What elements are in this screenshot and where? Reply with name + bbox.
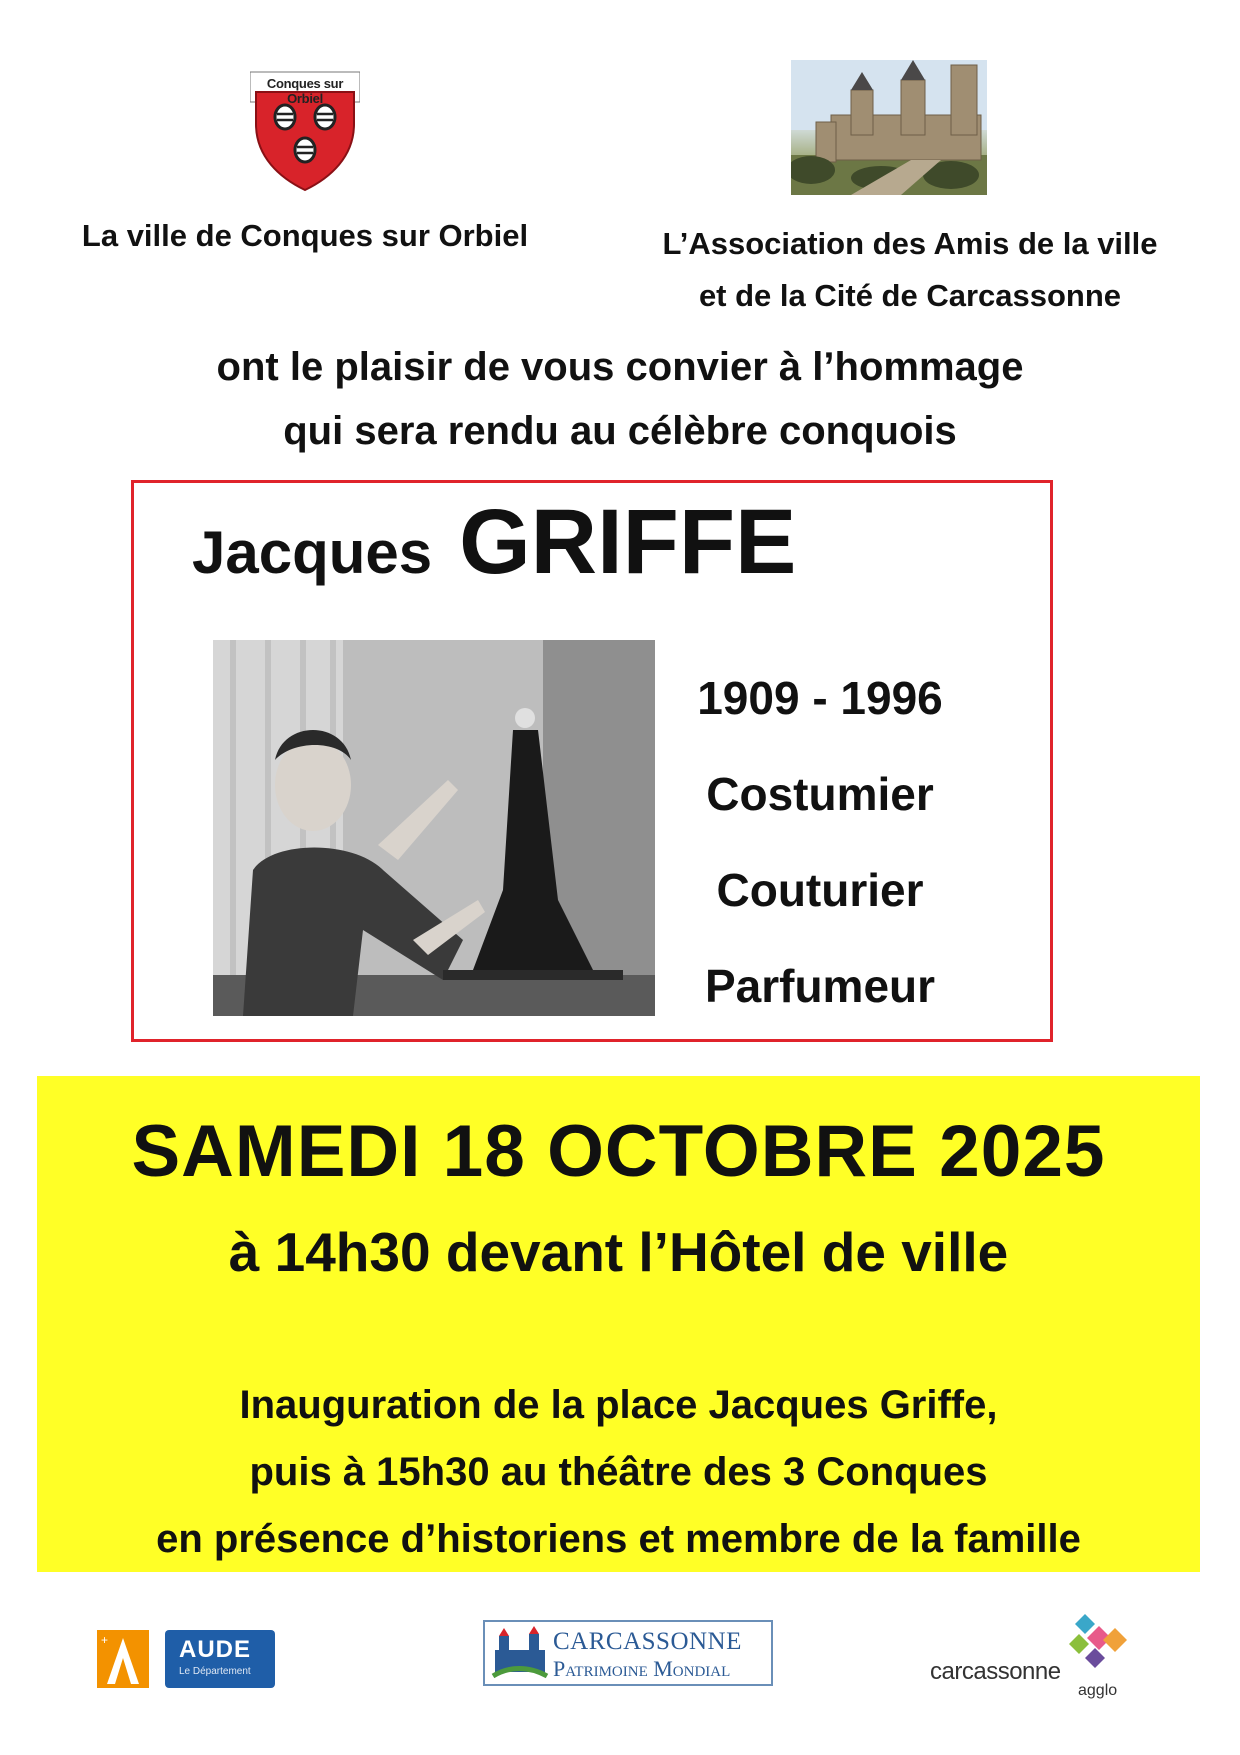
intro-line: qui sera rendu au célèbre conquois (283, 409, 957, 453)
carcassonne-subtitle: Patrimoine Mondial (553, 1656, 731, 1681)
carcassonne-patrimoine-logo (483, 1620, 773, 1686)
association-line: L’Association des Amis de la ville (662, 226, 1158, 261)
intro-text (0, 335, 1240, 463)
cite-silhouette-icon (489, 1626, 551, 1682)
honoree-role: Parfumeur (704, 960, 936, 1012)
cite-carcassonne-photo (791, 60, 987, 195)
carcassonne-agglo-logo (930, 1612, 1140, 1702)
honoree-name (192, 490, 796, 595)
honoree-role: Couturier (716, 864, 924, 916)
aude-logo (97, 1626, 277, 1690)
event-detail-line: en présence d’historiens et membre de la famille (156, 1517, 1081, 1561)
agglo-name: carcassonne (930, 1658, 1061, 1685)
aude-name: AUDE (179, 1636, 252, 1663)
conques-logo (250, 62, 360, 192)
honoree-bio (640, 660, 1000, 1044)
association-label (610, 218, 1210, 322)
honoree-first-name: Jacques (192, 519, 433, 586)
honoree-last-name: GRIFFE (459, 491, 797, 593)
honoree-role: Costumier (706, 768, 934, 820)
aude-subtitle: Le Département (179, 1666, 251, 1677)
event-time-place: à 14h30 devant l’Hôtel de ville (228, 1221, 1009, 1283)
event-detail-line: Inauguration de la place Jacques Griffe, (239, 1383, 998, 1427)
honoree-years: 1909 - 1996 (697, 672, 943, 724)
aude-mark-icon (97, 1630, 149, 1688)
agglo-subname: agglo (1078, 1682, 1118, 1699)
event-date: SAMEDI 18 OCTOBRE 2025 (131, 1111, 1106, 1192)
intro-line: ont le plaisir de vous convier à l’hommage (216, 345, 1024, 389)
ville-label: La ville de Conques sur Orbiel (81, 218, 529, 253)
agglo-diamonds-icon (1055, 1612, 1135, 1672)
event-details (37, 1372, 1200, 1573)
svg-text:+: + (101, 1633, 109, 1647)
carcassonne-title: CARCASSONNE (553, 1628, 742, 1655)
event-detail-line: puis à 15h30 au théâtre des 3 Conques (249, 1450, 988, 1494)
association-line: et de la Cité de Carcassonne (698, 278, 1122, 313)
honoree-photo (213, 640, 655, 1016)
conques-logo-text: Conques sur Orbiel (266, 76, 344, 106)
